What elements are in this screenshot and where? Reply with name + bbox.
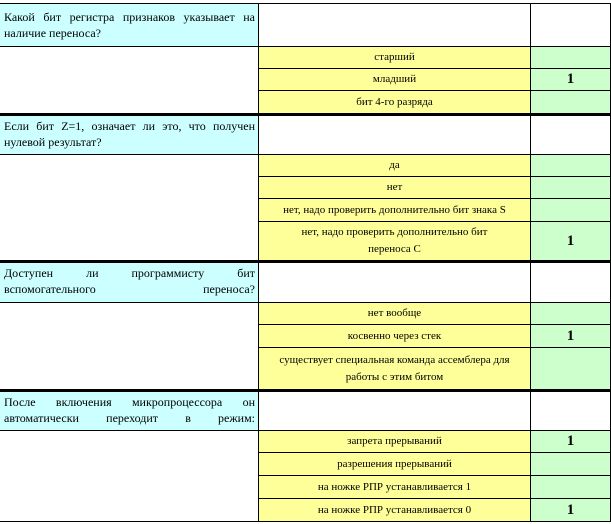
answer-2-1[interactable]: да: [259, 155, 531, 177]
answer-4-1[interactable]: запрета прерываний: [259, 431, 531, 453]
answer-1-2[interactable]: младший: [259, 69, 531, 91]
question-2-header-mark[interactable]: [531, 116, 611, 155]
answer-2-2[interactable]: нет: [259, 177, 531, 199]
question-4-spacer: [0, 431, 259, 522]
mark-4-3[interactable]: [531, 476, 611, 499]
mark-4-4[interactable]: 1: [531, 499, 611, 522]
answer-4-2[interactable]: разрешения прерываний: [259, 453, 531, 476]
answer-4-3[interactable]: на ножке РПР устанавливается 1: [259, 476, 531, 499]
answer-3-2[interactable]: косвенно через стек: [259, 325, 531, 348]
mark-2-3[interactable]: [531, 199, 611, 222]
question-3: Доступен ли программисту бит вспомогательного переноса?: [0, 263, 259, 303]
mark-1-1[interactable]: [531, 47, 611, 69]
mark-2-1[interactable]: [531, 155, 611, 177]
question-3-header-cell[interactable]: [259, 263, 531, 303]
mark-3-3[interactable]: [531, 348, 611, 390]
answer-3-3[interactable]: существует специальная команда ассемблера для работы с этим битом: [259, 348, 531, 390]
answer-1-3[interactable]: бит 4-го разряда: [259, 91, 531, 114]
question-2-header-cell[interactable]: [259, 116, 531, 155]
mark-3-1[interactable]: [531, 303, 611, 325]
answer-1-1[interactable]: старший: [259, 47, 531, 69]
answer-2-4[interactable]: нет, надо проверить дополнительно бит переноса C: [259, 222, 531, 261]
mark-2-2[interactable]: [531, 177, 611, 199]
question-3-spacer: [0, 303, 259, 390]
question-1-header-cell[interactable]: [259, 4, 531, 47]
answer-3-1[interactable]: нет вообще: [259, 303, 531, 325]
answer-4-4[interactable]: на ножке РПР устанавливается 0: [259, 499, 531, 522]
mark-2-4[interactable]: 1: [531, 222, 611, 261]
mark-4-1[interactable]: 1: [531, 431, 611, 453]
question-3-header-mark[interactable]: [531, 263, 611, 303]
question-1: Какой бит регистра признаков указывает на наличие переноса?: [0, 4, 259, 47]
mark-1-3[interactable]: [531, 91, 611, 114]
question-1-spacer: [0, 47, 259, 114]
question-2-spacer: [0, 155, 259, 261]
mark-4-2[interactable]: [531, 453, 611, 476]
question-1-header-mark[interactable]: [531, 4, 611, 47]
question-4: После включения микропроцессора он автоматически переходит в режим:: [0, 392, 259, 431]
question-4-header-mark[interactable]: [531, 392, 611, 431]
mark-3-2[interactable]: 1: [531, 325, 611, 348]
question-2: Если бит Z=1, означает ли это, что получен нулевой результат?: [0, 116, 259, 155]
question-4-header-cell[interactable]: [259, 392, 531, 431]
mark-1-2[interactable]: 1: [531, 69, 611, 91]
answer-2-3[interactable]: нет, надо проверить дополнительно бит знака S: [259, 199, 531, 222]
